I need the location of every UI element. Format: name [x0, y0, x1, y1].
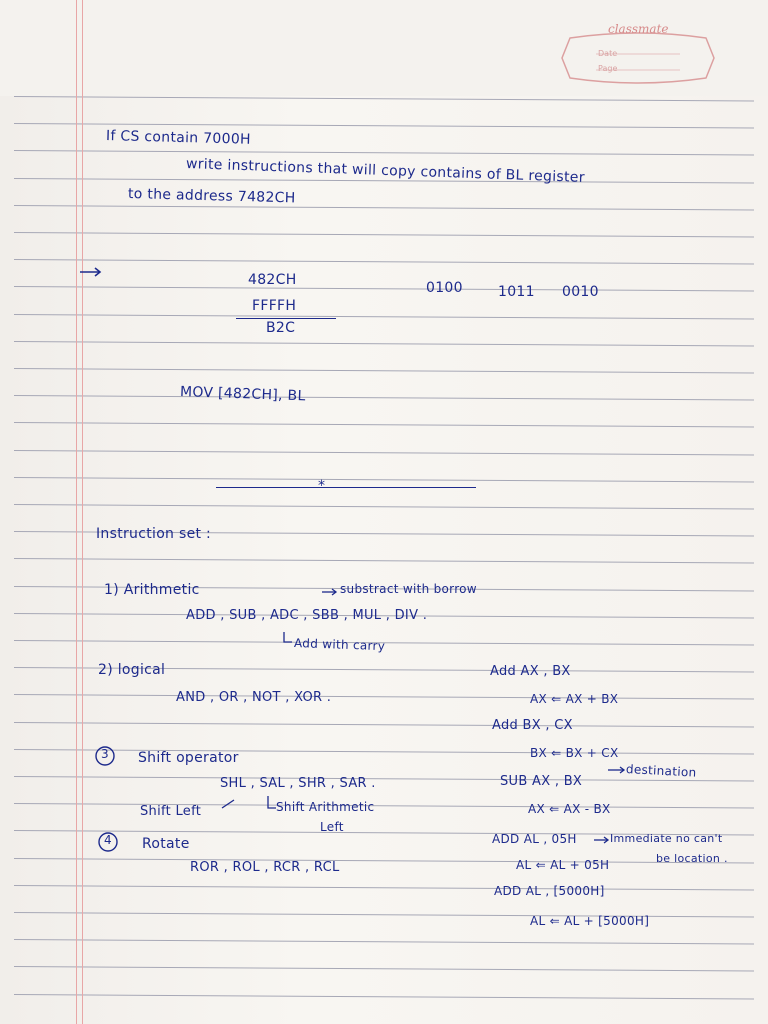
- example-add-al: ADD AL , 05H: [492, 832, 577, 846]
- item4-number: 4: [104, 833, 112, 847]
- example-bx-result: BX ⇐ BX + CX: [530, 746, 619, 760]
- question-line-1: If CS contain 7000H: [105, 128, 252, 148]
- calc-result: B2C: [266, 320, 296, 336]
- example-al-mem-result: AL ⇐ AL + [5000H]: [530, 914, 650, 928]
- example-immediate-note-1: Immediate no can't: [610, 832, 723, 845]
- question-line-2: write instructions that will copy contains of BL register: [185, 156, 586, 186]
- section-title: Instruction set :: [96, 526, 212, 542]
- item1-note-sbb: substract with borrow: [340, 582, 477, 596]
- item3-title: Shift operator: [138, 750, 239, 766]
- item1-ops: ADD , SUB , ADC , SBB , MUL , DIV .: [186, 608, 428, 623]
- divider-star: *: [318, 478, 326, 494]
- calc-top: 482CH: [248, 272, 297, 288]
- item3-note-left: Shift Left: [140, 804, 202, 819]
- item4-title: Rotate: [142, 836, 190, 852]
- mov-instruction: MOV [482CH], BL: [179, 384, 306, 405]
- question-line-3: to the address 7482CH: [127, 186, 296, 207]
- item4-ops: ROR , ROL , RCR , RCL: [190, 860, 340, 875]
- item3-note-arith: Shift Arithmetic: [276, 800, 375, 814]
- binary-group-3: 0010: [562, 284, 599, 300]
- item3-ops: SHL , SAL , SHR , SAR .: [220, 776, 376, 791]
- calc-subtrahend: FFFFH: [252, 298, 297, 314]
- example-al-result: AL ⇐ AL + 05H: [516, 858, 610, 872]
- example-sub: SUB AX , BX: [500, 774, 583, 789]
- logo-page-label: Page: [598, 64, 618, 73]
- item2-ops: AND , OR , NOT , XOR .: [176, 690, 332, 705]
- example-ax-sub-result: AX ⇐ AX - BX: [528, 802, 611, 816]
- example-destination-note: destination: [625, 762, 697, 780]
- binary-group-1: 0100: [426, 280, 463, 296]
- example-add-bx-cx: Add BX , CX: [492, 718, 573, 733]
- example-ax-result: AX ⇐ AX + BX: [530, 692, 619, 706]
- item3-number: 3: [101, 747, 109, 761]
- item3-note-arith2: Left: [320, 820, 344, 834]
- example-add-ax-bx: Add AX , BX: [490, 664, 571, 679]
- item2-title: 2) logical: [98, 662, 166, 678]
- binary-group-2: 1011: [498, 284, 535, 300]
- logo-brand-text: classmate: [608, 22, 669, 36]
- item1-title: 1) Arithmetic: [104, 582, 200, 598]
- example-add-al-mem: ADD AL , [5000H]: [494, 884, 605, 898]
- example-immediate-note-2: be location .: [656, 852, 728, 865]
- logo-date-label: Date: [598, 49, 618, 58]
- item1-note-adc: Add with carry: [293, 636, 386, 654]
